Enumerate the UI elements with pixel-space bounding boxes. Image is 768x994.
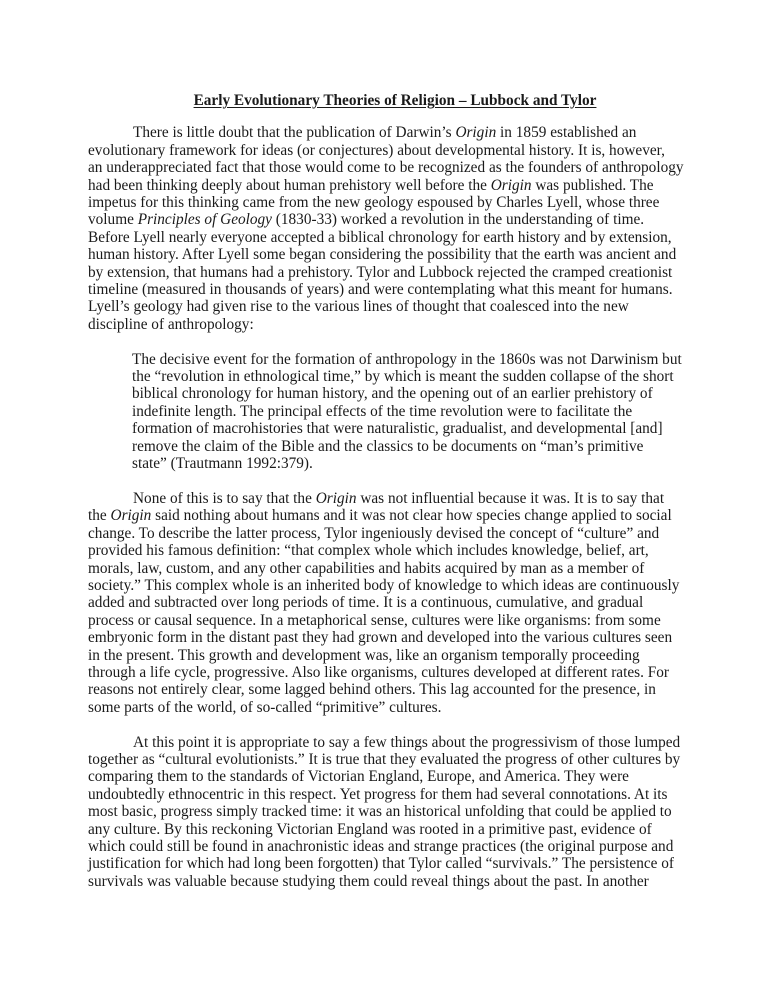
text-run: most basic, progress simply tracked time: it was an historical unfolding that could be applied to <box>88 803 672 821</box>
text-line <box>88 298 702 315</box>
text-run: process or causal sequence. In a metaphorical sense, cultures were like organisms: from some <box>88 611 661 629</box>
text-line <box>88 699 702 716</box>
text-run: timeline (measured in thousands of years) and were contemplating what this meant for humans. <box>88 281 673 299</box>
block-quote <box>132 351 680 473</box>
text-line <box>132 385 680 402</box>
text-line <box>88 577 702 594</box>
text-run: in 1859 established an <box>496 124 637 142</box>
text-line <box>88 647 702 664</box>
italic-title: Origin <box>455 124 497 142</box>
text-run: volume <box>88 211 138 229</box>
text-line <box>88 142 702 159</box>
text-line <box>88 838 702 855</box>
italic-title: Principles of Geology <box>137 211 272 229</box>
text-line <box>132 351 680 368</box>
text-run: biblical chronology for human history, and the opening out of an earlier prehistory of <box>132 385 653 403</box>
text-line <box>88 264 702 281</box>
document-title: Early Evolutionary Theories of Religion – Lubbock and Tylor <box>193 92 597 109</box>
text-line <box>88 734 702 751</box>
text-line <box>88 664 702 681</box>
text-run: the <box>88 507 111 525</box>
text-run: added and subtracted over long periods of time. It is a continuous, cumulative, and gradual <box>88 594 644 612</box>
text-line <box>88 594 702 611</box>
text-run: impetus for this thinking came from the new geology espoused by Charles Lyell, whose three <box>88 194 660 212</box>
text-line <box>88 873 702 890</box>
text-line <box>88 177 702 194</box>
text-line <box>88 786 702 803</box>
text-run: by extension, that humans had a prehistory. Tylor and Lubbock rejected the cramped creationist <box>88 263 673 281</box>
text-run: There is little doubt that the publication of Darwin’s <box>133 124 456 142</box>
text-line <box>88 542 702 559</box>
text-run: provided his famous definition: “that complex whole which includes knowledge, belief, art, <box>88 542 649 560</box>
text-line <box>88 124 702 141</box>
text-line <box>88 681 702 698</box>
text-run: the “revolution in ethnological time,” by which is meant the sudden collapse of the short <box>132 368 674 386</box>
text-run: through a life cycle, progressive. Also like organisms, cultures developed at different rates. For <box>88 663 669 681</box>
text-run: survivals was valuable because studying them could reveal things about the past. In another <box>88 872 649 890</box>
text-line <box>88 281 702 298</box>
text-line <box>88 821 702 838</box>
text-run: indefinite length. The principal effects of the time revolution were to facilitate the <box>132 402 633 420</box>
body-paragraph <box>88 124 702 333</box>
text-run: was not influential because it was. It is to say that <box>356 489 665 507</box>
text-line <box>88 507 702 524</box>
text-run: undoubtedly ethnocentric in this respect. Yet progress for them had several connotations. At its <box>88 785 668 803</box>
text-run: embryonic form in the distant past they had grown and developed into the various cultures seen <box>88 629 673 647</box>
text-run: discipline of anthropology: <box>88 315 254 333</box>
document-page <box>88 92 702 908</box>
italic-title: Origin <box>110 507 152 525</box>
text-run: Before Lyell nearly everyone accepted a biblical chronology for earth history and by extension, <box>88 228 672 246</box>
text-line <box>88 629 702 646</box>
text-run: (1830-33) worked a revolution in the understanding of time. <box>271 211 645 229</box>
text-run: an underappreciated fact that those would come to be recognized as the founders of anthropology <box>88 159 684 177</box>
text-line <box>88 560 702 577</box>
text-run: some parts of the world, of so-called “primitive” cultures. <box>88 698 442 716</box>
text-line <box>132 438 680 455</box>
text-run: together as “cultural evolutionists.” It is true that they evaluated the progress of other cultures by <box>88 750 681 768</box>
text-run: said nothing about humans and it was not clear how species change applied to social <box>151 507 672 525</box>
document-body <box>88 124 702 890</box>
text-line <box>88 525 702 542</box>
text-run: society.” This complex whole is an inherited body of knowledge to which ideas are continuously <box>88 576 680 594</box>
text-run: None of this is to say that the <box>133 489 316 507</box>
text-run: human history. After Lyell some began considering the possibility that the earth was ancient and <box>88 246 677 264</box>
text-run: comparing them to the standards of Victorian England, Europe, and America. They were <box>88 768 629 786</box>
text-run: Lyell’s geology had given rise to the various lines of thought that coalesced into the new <box>88 298 629 316</box>
text-run: state” (Trautmann 1992:379). <box>132 455 313 473</box>
text-line <box>88 751 702 768</box>
text-run: formation of macrohistories that were naturalistic, gradualist, and developmental [and] <box>132 420 663 438</box>
text-line <box>88 490 702 507</box>
body-paragraph <box>88 490 702 716</box>
text-line <box>88 316 702 333</box>
italic-title: Origin <box>490 176 532 194</box>
body-paragraph <box>88 734 702 891</box>
text-run: which could still be found in anachronistic ideas and strange practices (the original purpose and <box>88 838 674 856</box>
text-run: evolutionary framework for ideas (or conjectures) about developmental history. It is, however, <box>88 141 665 159</box>
text-run: was published. The <box>531 176 654 194</box>
text-line <box>88 159 702 176</box>
text-run: The decisive event for the formation of anthropology in the 1860s was not Darwinism but <box>132 350 682 368</box>
text-line <box>132 420 680 437</box>
text-line <box>88 612 702 629</box>
text-run: in the present. This growth and development was, like an organism temporally proceeding <box>88 646 640 664</box>
text-line <box>132 403 680 420</box>
text-line <box>88 803 702 820</box>
text-line <box>88 211 702 228</box>
text-run: At this point it is appropriate to say a few things about the progressivism of those lumped <box>133 733 681 751</box>
text-run: morals, law, custom, and any other capabilities and habits acquired by man as a member of <box>88 559 645 577</box>
text-line <box>132 368 680 385</box>
text-run: change. To describe the latter process, Tylor ingeniously devised the concept of “culture” and <box>88 524 660 542</box>
text-line <box>132 455 680 472</box>
text-line <box>88 855 702 872</box>
text-run: any culture. By this reckoning Victorian England was rooted in a primitive past, evidence of <box>88 820 652 838</box>
text-run: reasons not entirely clear, some lagged behind others. This lag accounted for the presence, in <box>88 681 656 699</box>
italic-title: Origin <box>315 489 357 507</box>
text-line <box>88 246 702 263</box>
text-line <box>88 229 702 246</box>
text-run: remove the claim of the Bible and the classics to be documents on “man’s primitive <box>132 437 644 455</box>
text-run: justification for which had long been forgotten) that Tylor called “survivals.” The persistence of <box>88 855 674 873</box>
text-run: had been thinking deeply about human prehistory well before the <box>88 176 491 194</box>
text-line <box>88 768 702 785</box>
text-line <box>88 194 702 211</box>
